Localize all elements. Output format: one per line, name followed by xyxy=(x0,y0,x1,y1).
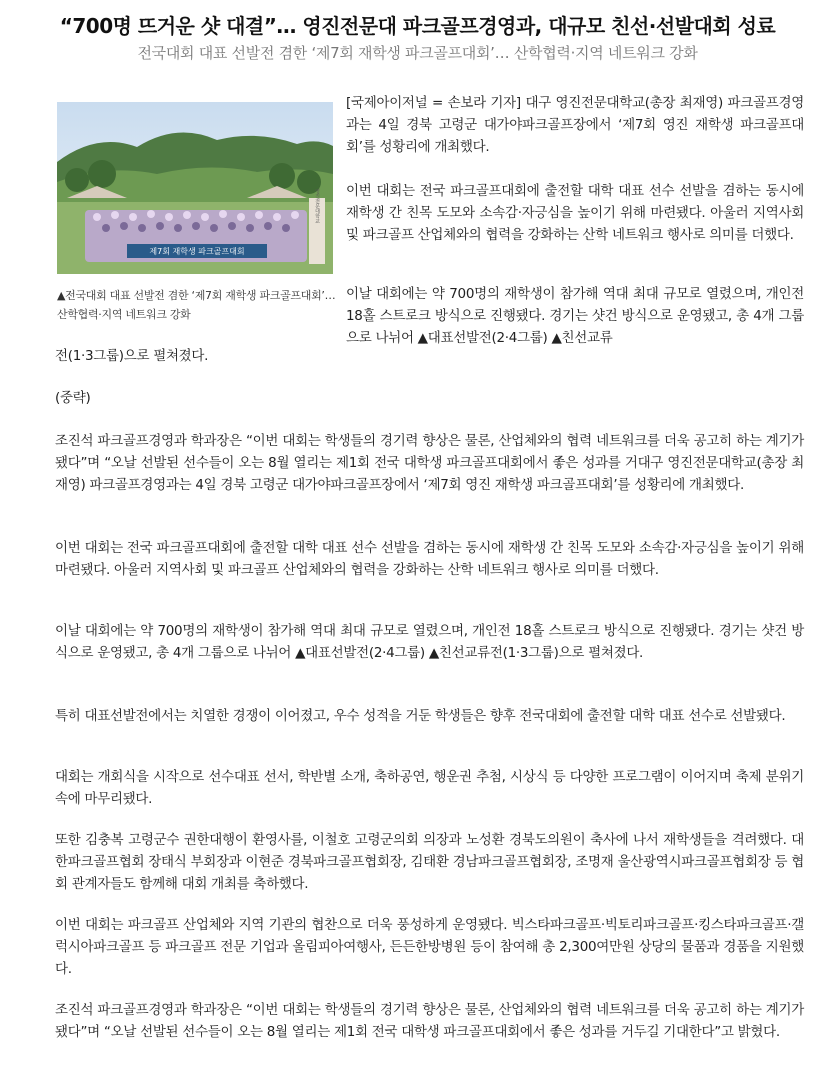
paragraph-4: 조진석 파크골프경영과 학과장은 “이번 대회는 학생들의 경기력 향상은 물론, 산업체와의 협력 네트워크를 더욱 공고히 하는 계기가 됐다”며 “오날 선발된 선수들이 오는 8월 열리는 제1회 전국 대학생 파크골프대회에서 좋은 성과를 거대구 영진전문대학교(총장 최재영) 파크골프경영과는 4일 경북 고령군 대가야파크골프장에서 ‘제7회 영진 재학생 파크골프대회’를 성황리에 개최했다. xyxy=(55,433,804,493)
paragraph-3: 이날 대회에는 약 700명의 재학생이 참가해 역대 최대 규모로 열렸으며, 개인전 18홀 스트로크 방식으로 진행됐다. 경기는 샷건 방식으로 운영됐고, 총 4개 그룹으로 나뉘어 ▲대표선발전(2·4그룹) ▲친선교류 xyxy=(346,286,804,346)
paragraph-10: 이번 대회는 파크골프 산업체와 지역 기관의 협찬으로 더욱 풍성하게 운영됐다. 빅스타파크골프·빅토리파크골프·킹스타파크골프·갤럭시아파크골프 등 파크골프 전문 기업과 올림피아여행사, 든든한방병원 등이 참여해 총 2,300여만원 상당의 물품과 경품을 지원했다. xyxy=(55,917,804,977)
article-photo xyxy=(57,102,333,274)
paragraph-5: 이번 대회는 전국 파크골프대회에 출전할 대학 대표 선수 선발을 겸하는 동시에 재학생 간 친목 도모와 소속감·자긍심을 높이기 위해 마련됐다. 아울러 지역사회 및 파크골프 산업체와의 협력을 강화하는 산학 네트워크 행사로 의미를 더했다. xyxy=(55,540,804,578)
paragraph-6: 이날 대회에는 약 700명의 재학생이 참가해 역대 최대 규모로 열렸으며, 개인전 18홀 스트로크 방식으로 진행됐다. 경기는 샷건 방식으로 운영됐고, 총 4개 그룹으로 나뉘어 ▲대표선발전(2·4그룹) ▲친선교류전(1·3그룹)으로 펼쳐졌다. xyxy=(55,623,804,661)
photo-sign: 영진전문대학교 xyxy=(314,188,320,224)
paragraph-9: 또한 김충복 고령군수 권한대행이 환영사를, 이철호 고령군의회 의장과 노성환 경북도의원이 축사에 나서 재학생들을 격려했다. 대한파크골프협회 장태식 부회장과 이현준 경북파크골프협회장, 김태환 경남파크골프협회장, 조명재 울산광역시파크골프협회장 등 협회 관계자들도 함께해 대회 개최를 축하했다. xyxy=(55,832,804,892)
paragraph-11: 조진석 파크골프경영과 학과장은 “이번 대회는 학생들의 경기력 향상은 물론, 산업체와의 협력 네트워크를 더욱 공고히 하는 계기가 됐다”며 “오날 선발된 선수들이 오는 8월 열리는 제1회 전국 대학생 파크골프대회에서 좋은 성과를 거두길 기대한다”고 밝혔다. xyxy=(55,1002,804,1040)
paragraph-omitted: (중략) xyxy=(55,390,91,406)
paragraph-7: 특히 대표선발전에서는 치열한 경쟁이 이어졌고, 우수 성적을 거둔 학생들은 향후 전국대회에 출전할 대학 대표 선수로 선발됐다. xyxy=(55,708,786,724)
subheadline: 전국대회 대표 선발전 겸한 ‘제7회 재학생 파크골프대회’… 산학협력·지역 네트워크 강화 xyxy=(137,44,698,62)
paragraph-1: [국제아이저널 = 손보라 기자] 대구 영진전문대학교(총장 최재영) 파크골프경영과는 4일 경북 고령군 대가야파크골프장에서 ‘제7회 영진 재학생 파크골프대회’를 성황리에 개최했다. xyxy=(346,95,804,155)
photo-caption: ▲전국대회 대표 선발전 겸한 ‘제7회 재학생 파크골프대회’… 산학협력·지역 네트워크 강화 xyxy=(57,289,336,321)
paragraph-2: 이번 대회는 전국 파크골프대회에 출전할 대학 대표 선수 선발을 겸하는 동시에 재학생 간 친목 도모와 소속감·자긍심을 높이기 위해 마련됐다. 아울러 지역사회 및 파크골프 산업체와의 협력을 강화하는 산학 네트워크 행사로 의미를 더했다. xyxy=(346,183,804,243)
paragraph-3-continued: 전(1·3그룹)으로 펼쳐졌다. xyxy=(55,348,209,364)
paragraph-8: 대회는 개회식을 시작으로 선수대표 선서, 학반별 소개, 축하공연, 행운권 추첨, 시상식 등 다양한 프로그램이 이어지며 축제 분위기 속에 마무리됐다. xyxy=(55,769,804,807)
headline: “700명 뜨거운 샷 대결”… 영진전문대 파크골프경영과, 대규모 친선·선발대회 성료 xyxy=(59,14,776,38)
photo-banner: 제7회 재학생 파크골프대회 xyxy=(149,247,245,256)
